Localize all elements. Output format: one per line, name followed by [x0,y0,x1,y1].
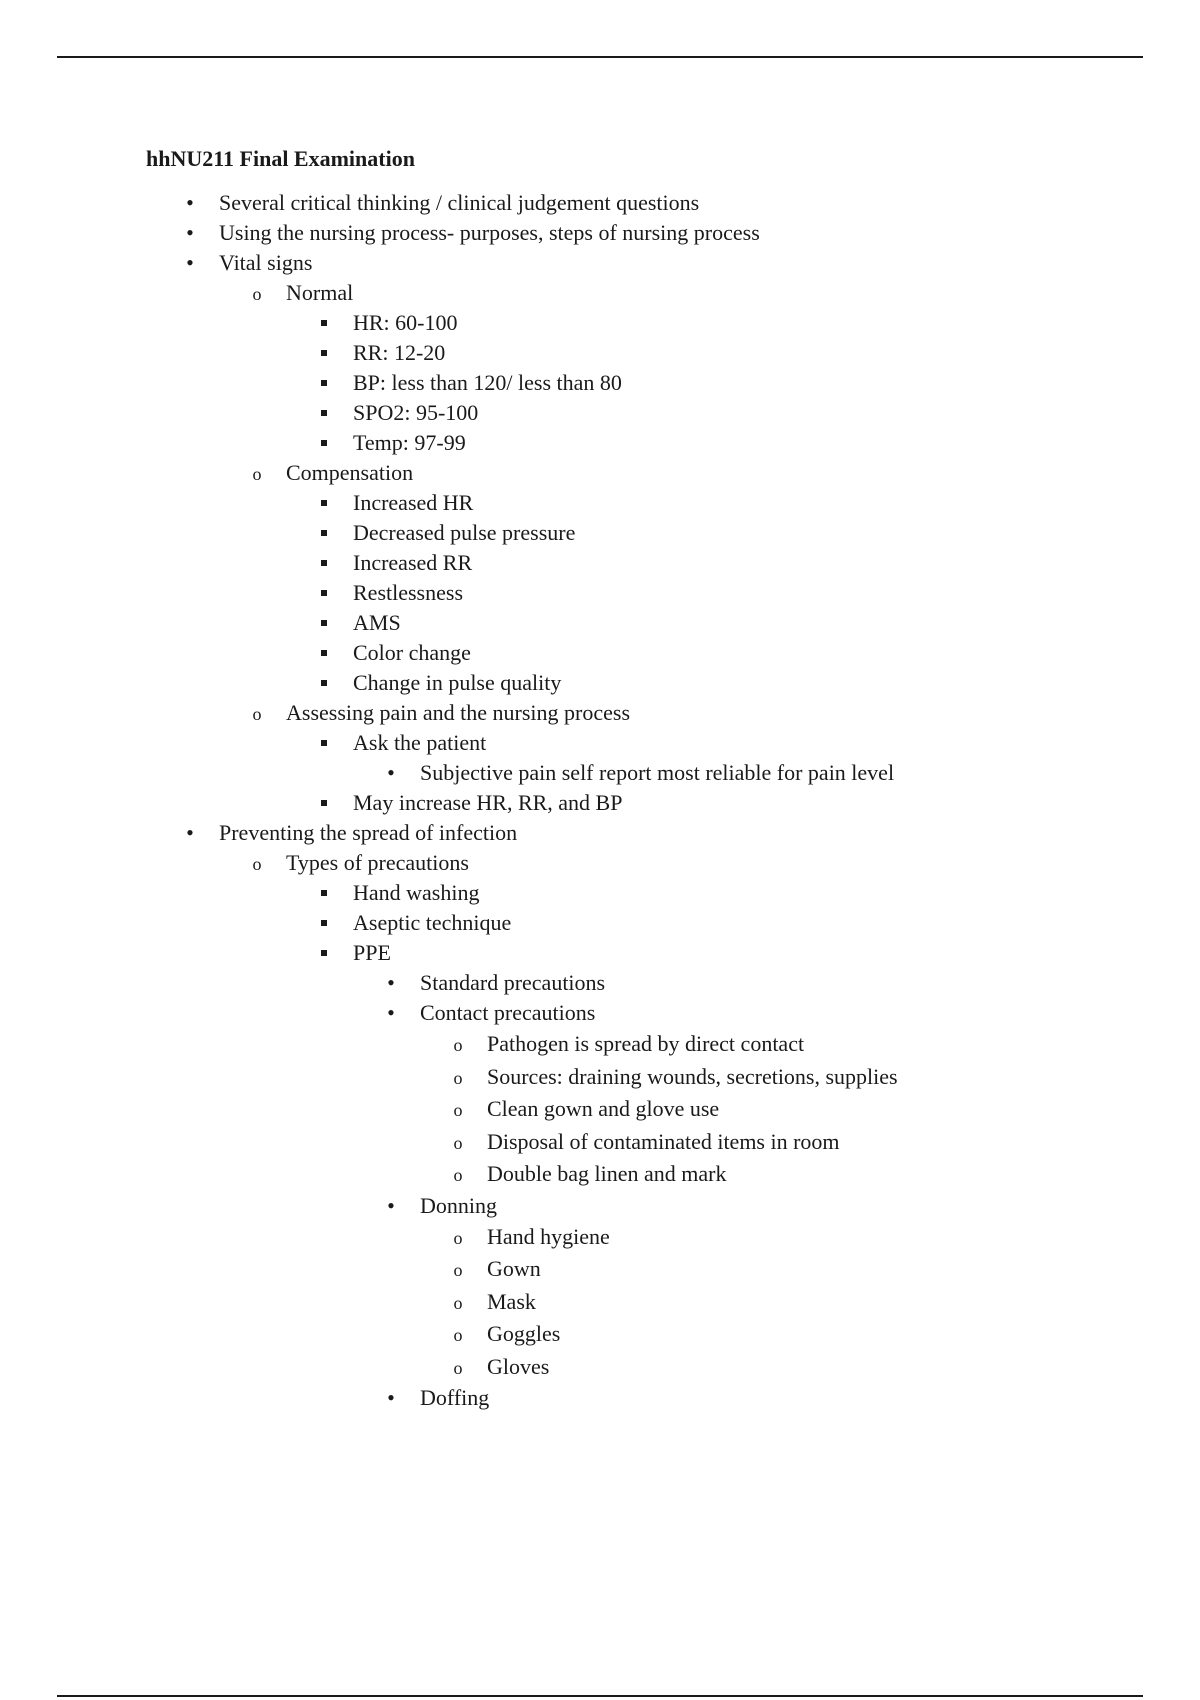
bullet-marker-icon [314,368,334,398]
list-item-text: PPE [353,940,391,965]
list-item [414,1028,1146,1061]
bullet-marker-icon [314,668,334,698]
list-item-text: Assessing pain and the nursing process [286,700,631,725]
bullet-marker-icon [247,698,267,729]
bullet-list [347,758,1146,788]
list-item-text: Color change [353,640,471,665]
bullet-marker-icon [448,1351,468,1385]
list-item [414,1286,1146,1319]
bullet-marker-icon [180,188,200,218]
bullet-marker-icon [381,758,401,788]
list-item [146,818,1146,848]
bullet-list [347,968,1146,1413]
bullet-marker-icon [247,848,267,879]
list-item-text: Pathogen is spread by direct contact [487,1031,805,1056]
list-item [280,608,1146,638]
list-item [146,188,1146,218]
list-item [347,968,1146,998]
bullet-marker-icon [381,998,401,1028]
bullet-marker-icon [448,1158,468,1192]
bullet-marker-icon [381,1383,401,1413]
bullet-marker-icon [314,488,334,518]
top-divider [57,56,1143,58]
list-item-text: Double bag linen and mark [487,1161,727,1186]
bullet-list [280,728,1146,818]
list-item-text: Preventing the spread of infection [219,820,518,845]
list-item-text: Standard precautions [420,970,606,995]
list-item [347,998,1146,1028]
list-item-text: Several critical thinking / clinical judgement questions [219,190,700,215]
list-item [414,1351,1146,1384]
list-item [280,878,1146,908]
list-item [280,638,1146,668]
list-item [414,1221,1146,1254]
list-item [347,758,1146,788]
list-item-text: Gloves [487,1353,550,1379]
list-item [414,1093,1146,1126]
list-item-text: Goggles [487,1321,561,1346]
bullet-list [280,878,1146,1413]
list-item [414,1061,1146,1094]
list-item-text: Decreased pulse pressure [353,520,576,545]
list-item-text: Types of precautions [286,850,469,875]
bullet-list [414,1221,1146,1384]
list-item [280,728,1146,758]
bullet-marker-icon [448,1028,468,1062]
document-body [146,144,1146,1413]
list-item-text: Compensation [286,460,414,485]
bullet-marker-icon [314,638,334,668]
bullet-marker-icon [314,338,334,368]
nested-list-container [213,308,1146,458]
list-item-text: BP: less than 120/ less than 80 [353,370,622,395]
list-item-text: Hand washing [353,880,480,905]
list-item [280,788,1146,818]
bullet-marker-icon [448,1318,468,1352]
bullet-marker-icon [314,308,334,338]
nested-list-container [347,1221,1146,1384]
list-item [414,1158,1146,1191]
list-item-text: RR: 12-20 [353,340,446,365]
list-item-text: HR: 60-100 [353,310,458,335]
bullet-marker-icon [381,1191,401,1221]
list-item [280,308,1146,338]
bullet-list [280,308,1146,458]
bullet-marker-icon [314,788,334,818]
bullet-marker-icon [314,578,334,608]
bullet-marker-icon [448,1286,468,1320]
bullet-marker-icon [314,938,334,968]
nested-list-container [347,1028,1146,1191]
nested-list-container [280,758,1146,788]
list-item-text: Gown [487,1256,541,1281]
list-item [213,848,1146,878]
list-item [280,338,1146,368]
nested-list-container [146,278,1146,818]
page-title: hhNU211 Final Examination [146,146,415,171]
list-item [280,398,1146,428]
nested-list-container [280,968,1146,1413]
bullet-marker-icon [448,1126,468,1160]
bullet-marker-icon [448,1221,468,1255]
list-item-text: Sources: draining wounds, secretions, supplies [487,1063,898,1089]
list-item [213,278,1146,308]
list-item [347,1191,1146,1221]
list-item [280,548,1146,578]
bullet-marker-icon [314,548,334,578]
list-item-text: Aseptic technique [353,910,512,935]
list-item-text: Hand hygiene [487,1223,610,1249]
bullet-marker-icon [314,728,334,758]
list-item-text: Normal [286,280,354,305]
list-item [146,248,1146,278]
list-item [414,1253,1146,1286]
bullet-marker-icon [314,398,334,428]
list-item [280,938,1146,968]
bullet-list [146,188,1146,1413]
bullet-list [213,848,1146,1413]
list-item-text: Using the nursing process- purposes, steps of nursing process [219,220,760,245]
list-item [280,428,1146,458]
list-item [280,368,1146,398]
bullet-marker-icon [180,248,200,278]
bullet-marker-icon [381,968,401,998]
nested-list-container [146,848,1146,1413]
bullet-marker-icon [247,278,267,309]
list-item-text: Vital signs [219,250,313,275]
list-item [347,1383,1146,1413]
list-item-text: Increased RR [353,550,473,575]
list-item-text: Restlessness [353,580,463,605]
list-item [213,458,1146,488]
list-item [280,668,1146,698]
bullet-list [213,278,1146,818]
list-item-text: Temp: 97-99 [353,430,466,455]
bullet-marker-icon [448,1093,468,1127]
list-item [280,488,1146,518]
bullet-marker-icon [448,1061,468,1095]
bullet-marker-icon [314,428,334,458]
list-item-text: May increase HR, RR, and BP [353,790,623,815]
nested-list-container [213,878,1146,1413]
list-item [280,908,1146,938]
list-item [213,698,1146,728]
list-item-text: Mask [487,1288,536,1314]
list-item [414,1318,1146,1351]
bullet-marker-icon [180,218,200,248]
nested-list-container [213,488,1146,698]
bullet-marker-icon [314,878,334,908]
list-item-text: Ask the patient [353,730,487,755]
list-item-text: Increased HR [353,490,474,515]
bullet-list [414,1028,1146,1191]
list-item-text: Subjective pain self report most reliable for pain level [420,760,895,785]
nested-list-container [213,728,1146,818]
bullet-marker-icon [180,818,200,848]
list-item-text: Clean gown and glove use [487,1096,720,1121]
list-item-text: AMS [353,610,401,635]
list-item-text: Contact precautions [420,1000,596,1025]
list-item [280,518,1146,548]
list-item-text: Donning [420,1192,497,1218]
list-item-text: Doffing [420,1385,490,1410]
list-item-text: SPO2: 95-100 [353,400,479,425]
list-item [146,218,1146,248]
list-item [280,578,1146,608]
bullet-marker-icon [448,1253,468,1287]
bullet-marker-icon [314,608,334,638]
bullet-marker-icon [314,908,334,938]
list-item-text: Disposal of contaminated items in room [487,1128,840,1154]
outline [146,188,1146,1413]
bullet-marker-icon [314,518,334,548]
list-item-text: Change in pulse quality [353,670,562,695]
bullet-marker-icon [247,458,267,489]
bullet-list [280,488,1146,698]
bottom-divider [57,1695,1143,1697]
list-item [414,1126,1146,1159]
